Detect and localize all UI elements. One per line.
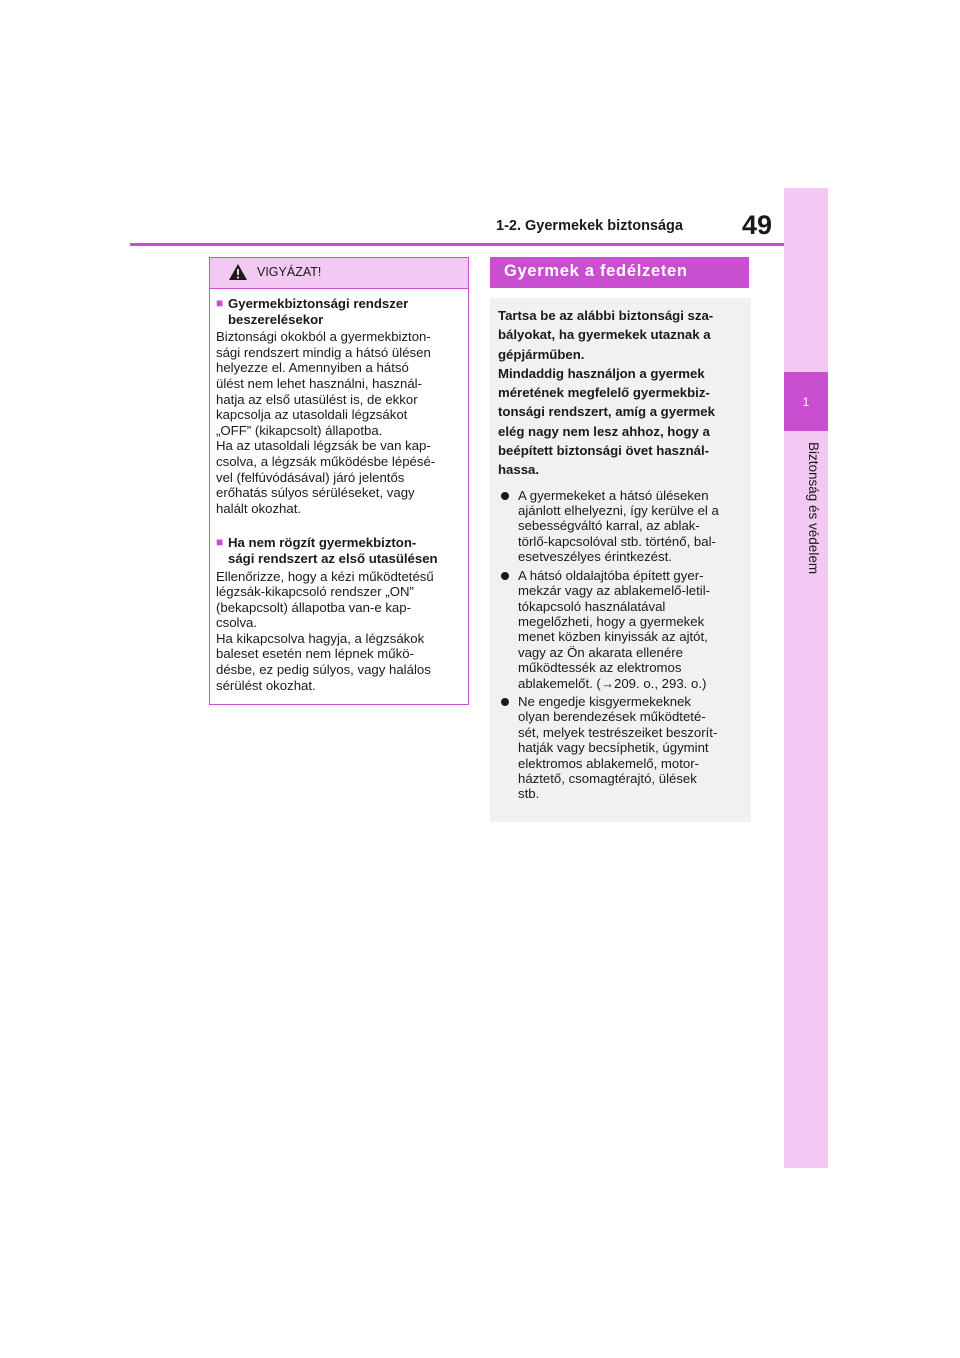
intro-text: Tartsa be az alábbi biztonsági sza- bályokat, ha gyermekek utaznak a gépjárműben. Mindaddig használjon a gyermek méretének megfelelő gyermekbiz- tonsági rendszert, amíg a gyermek elég nagy nem lesz ahhoz, hogy a beépített biztonsági övet használ- hassa. — [498, 308, 715, 478]
warning-section-title — [216, 535, 461, 566]
page-header — [130, 212, 784, 246]
warning-section-title-text: Ha nem rögzít gyermekbizton- sági rendszert az első utasülésen — [228, 535, 438, 566]
header-rule — [130, 243, 784, 246]
bullet-text: A gyermekeket a hátsó üléseken ajánlott elhelyezni, így kerülve el a sebességváltó karral, az ablak- törlő-kapcsolóval stb. történő, bal- esetveszélyes érintkezést. — [518, 487, 719, 565]
list-item — [498, 694, 738, 802]
info-box — [490, 298, 751, 822]
warning-section-text: Ellenőrizze, hogy a kézi működtetésű légzsák-kikapcsoló rendszer „ON” (bekapcsolt) állapotba van-e kap- csolva. Ha kikapcsolva hagyja, a légzsákok baleset esetén nem lépnek műkö- désbe, ez pedig súlyos, vagy halálos sérülést okozhat. — [216, 568, 434, 693]
chapter-number: 1 — [784, 372, 828, 431]
bullet-dot-icon — [501, 492, 509, 500]
header-title: 1-2. Gyermekek biztonsága — [496, 218, 683, 234]
bullet-dot-icon — [501, 698, 509, 706]
bullet-text: Ne engedje kisgyermekeknek olyan berendezések működteté- sét, melyek testrészeiket beszorít- hatják vagy becsíphetik, úgymint elektromos ablakemelő, motor- háztető, csomagtérajtó, ülések stb. — [518, 693, 718, 802]
chapter-side-tab — [784, 188, 828, 1168]
warning-title: VIGYÁZAT! — [257, 265, 322, 279]
chapter-label: Biztonság és védelem — [806, 442, 821, 575]
list-item — [498, 568, 738, 691]
square-bullet-icon: ■ — [216, 296, 224, 310]
page-number: 49 — [742, 210, 773, 240]
bullet-dot-icon — [501, 572, 509, 580]
section-title: Gyermek a fedélzeten — [490, 257, 749, 288]
warning-triangle-icon — [228, 263, 248, 281]
square-bullet-icon: ■ — [216, 535, 224, 550]
warning-section-title-text: Gyermekbiztonsági rendszer beszerelésekor — [228, 296, 409, 327]
list-item — [498, 488, 738, 565]
warning-body — [210, 289, 468, 693]
warning-header — [210, 258, 468, 289]
bullet-text: A hátsó oldalajtóba épített gyer- mekzár vagy az ablakemelő-letil- tókapcsoló használatával megelőzheti, hogy a gyermekek menet közben kinyissák az ajtót, vagy az Ön akarata ellenére működtessék az elektromos ablakemelőt. (→209. o., 293. o.) — [518, 567, 711, 691]
warning-section-title — [216, 296, 461, 327]
warning-box — [209, 257, 469, 705]
warning-section-text: Biztonsági okokból a gyermekbizton- sági rendszert mindig a hátsó ülésen helyezze el. Amennyiben a hátsó ülést nem lehet használni, használ- hatja az első utasülést is, de ekkor kapcsolja az utasoldali légzsákot „OFF” (kikapcsolt) állapotba. Ha az utasoldali légzsák be van kap- csolva, a légzsák működésbe lépésé- vel (felfúvódásával) járó jelentős erőhatás súlyos sérüléseket, vagy halált okozhat. — [216, 329, 436, 516]
bullet-list — [498, 488, 738, 802]
